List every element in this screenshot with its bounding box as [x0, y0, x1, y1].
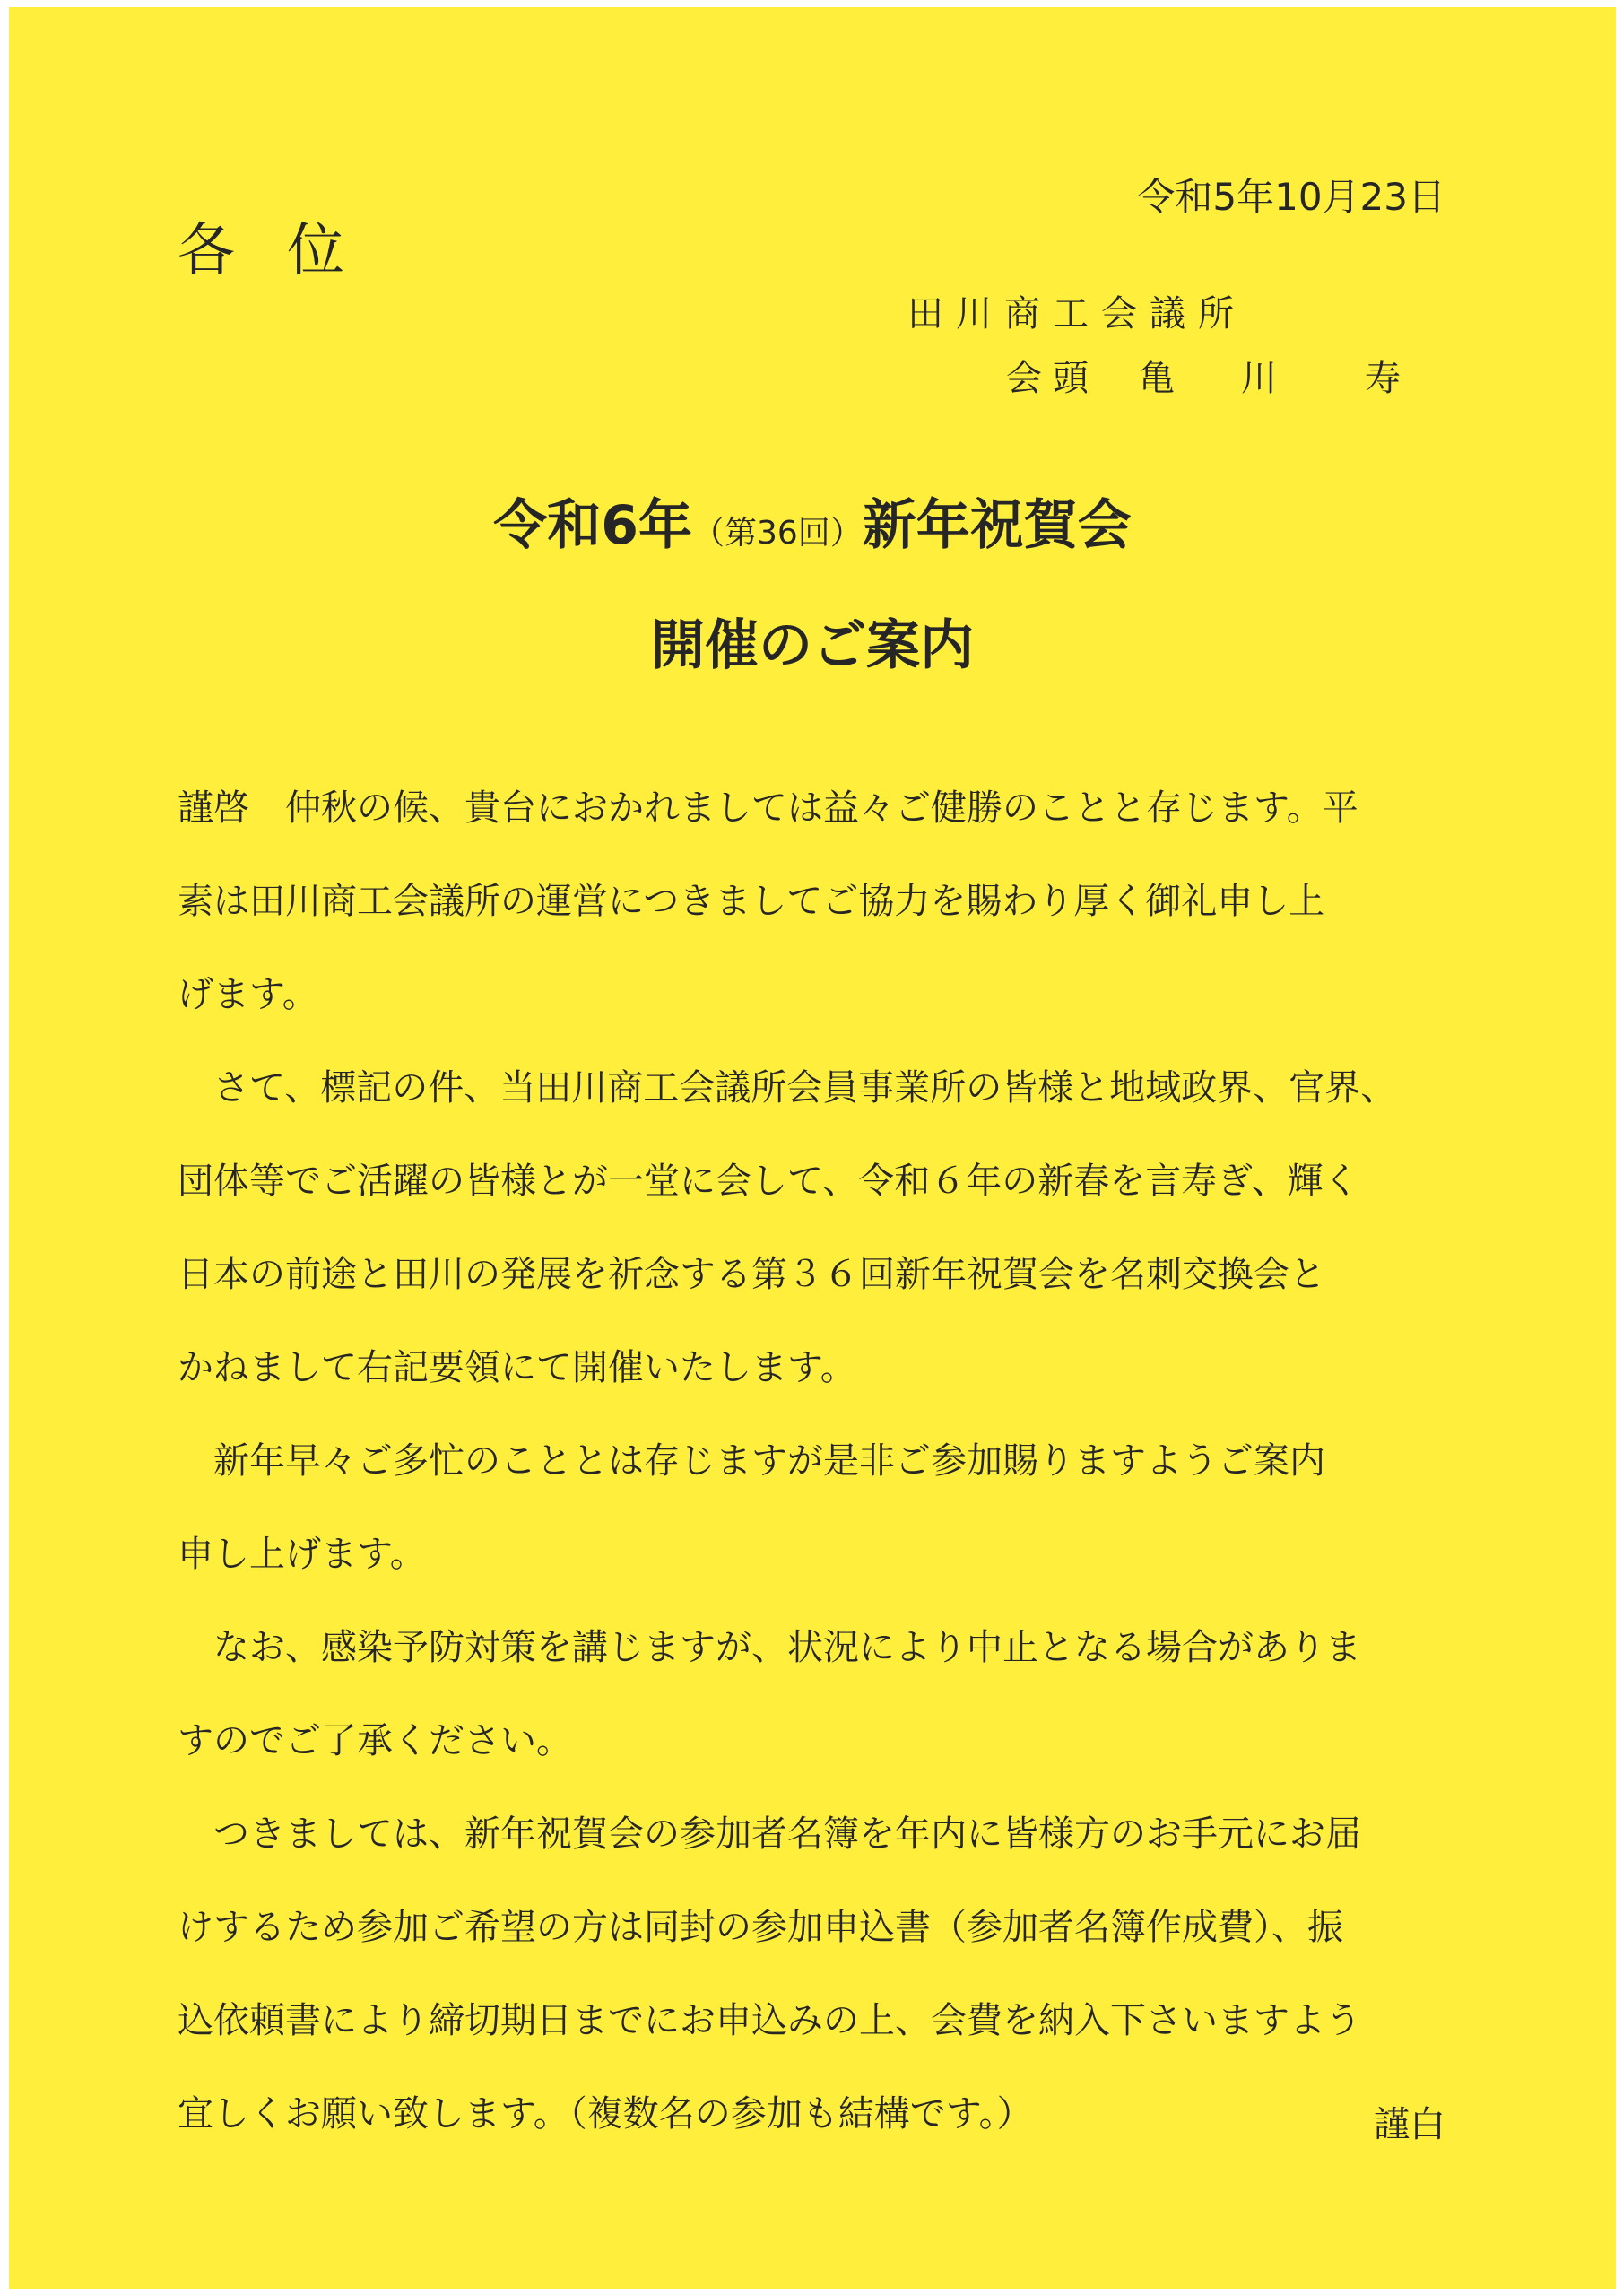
sender-name-char: 亀	[1139, 358, 1175, 399]
letter-body	[178, 777, 1451, 2176]
body-line: すのでご了承ください。	[178, 1720, 572, 1761]
body-line: げます。	[178, 974, 318, 1015]
title-line-1	[9, 490, 1616, 570]
sender-name-char: 寿	[1365, 358, 1401, 399]
body-line: 団体等でご活躍の皆様とが一堂に会して、令和６年の新春を言寿ぎ、輝く	[178, 1161, 1359, 1202]
title-event: 新年祝賀会	[862, 494, 1132, 557]
letter-date: 令和5年10月23日	[1137, 175, 1445, 219]
body-line: 宜しくお願い致します。（複数名の参加も結構です。）	[178, 2093, 1033, 2135]
letter-page	[9, 7, 1616, 2289]
body-line: 新年早々ご多忙のこととは存じますが是非ご参加賜りますようご案内	[178, 1440, 1325, 1482]
closing-salutation: 謹白	[1374, 2104, 1445, 2145]
body-line: さて、標記の件、当田川商工会議所会員事業所の皆様と地域政界、官界、	[178, 1067, 1397, 1109]
title-line-2: 開催のご案内	[651, 614, 974, 677]
body-line: 込依頼書により締切期日までにお申込みの上、会費を納入下さいますよう	[178, 2000, 1361, 2041]
sender-signature	[1006, 350, 1445, 407]
sender-name-char: 川	[1241, 358, 1277, 399]
body-line: なお、感染予防対策を講じますが、状況により中止となる場合がありま	[178, 1627, 1361, 1668]
body-line: 素は田川商工会議所の運営につきましてご協力を賜わり厚く御礼申し上	[178, 881, 1325, 922]
sender-role: 会頭	[1006, 358, 1099, 399]
body-line: つきましては、新年祝賀会の参加者名簿を年内に皆様方のお手元にお届	[178, 1813, 1361, 1855]
addressee: 各位	[178, 218, 396, 284]
body-line: 申し上げます。	[178, 1534, 426, 1575]
body-line: けするため参加ご希望の方は同封の参加申込書（参加者名簿作成費）、振	[178, 1907, 1343, 1948]
title-edition: （第36回）	[691, 515, 863, 552]
body-line: かねまして右記要領にて開催いたします。	[178, 1347, 856, 1388]
body-line: 日本の前途と田川の発展を祈念する第３６回新年祝賀会を名刺交換会と	[178, 1254, 1325, 1295]
sender-organization: 田川商工会議所	[907, 293, 1246, 335]
title-year: 令和6年	[493, 494, 692, 557]
body-line: 謹啓 仲秋の候、貴台におかれましては益々ご健勝のことと存じます。平	[178, 787, 1358, 829]
